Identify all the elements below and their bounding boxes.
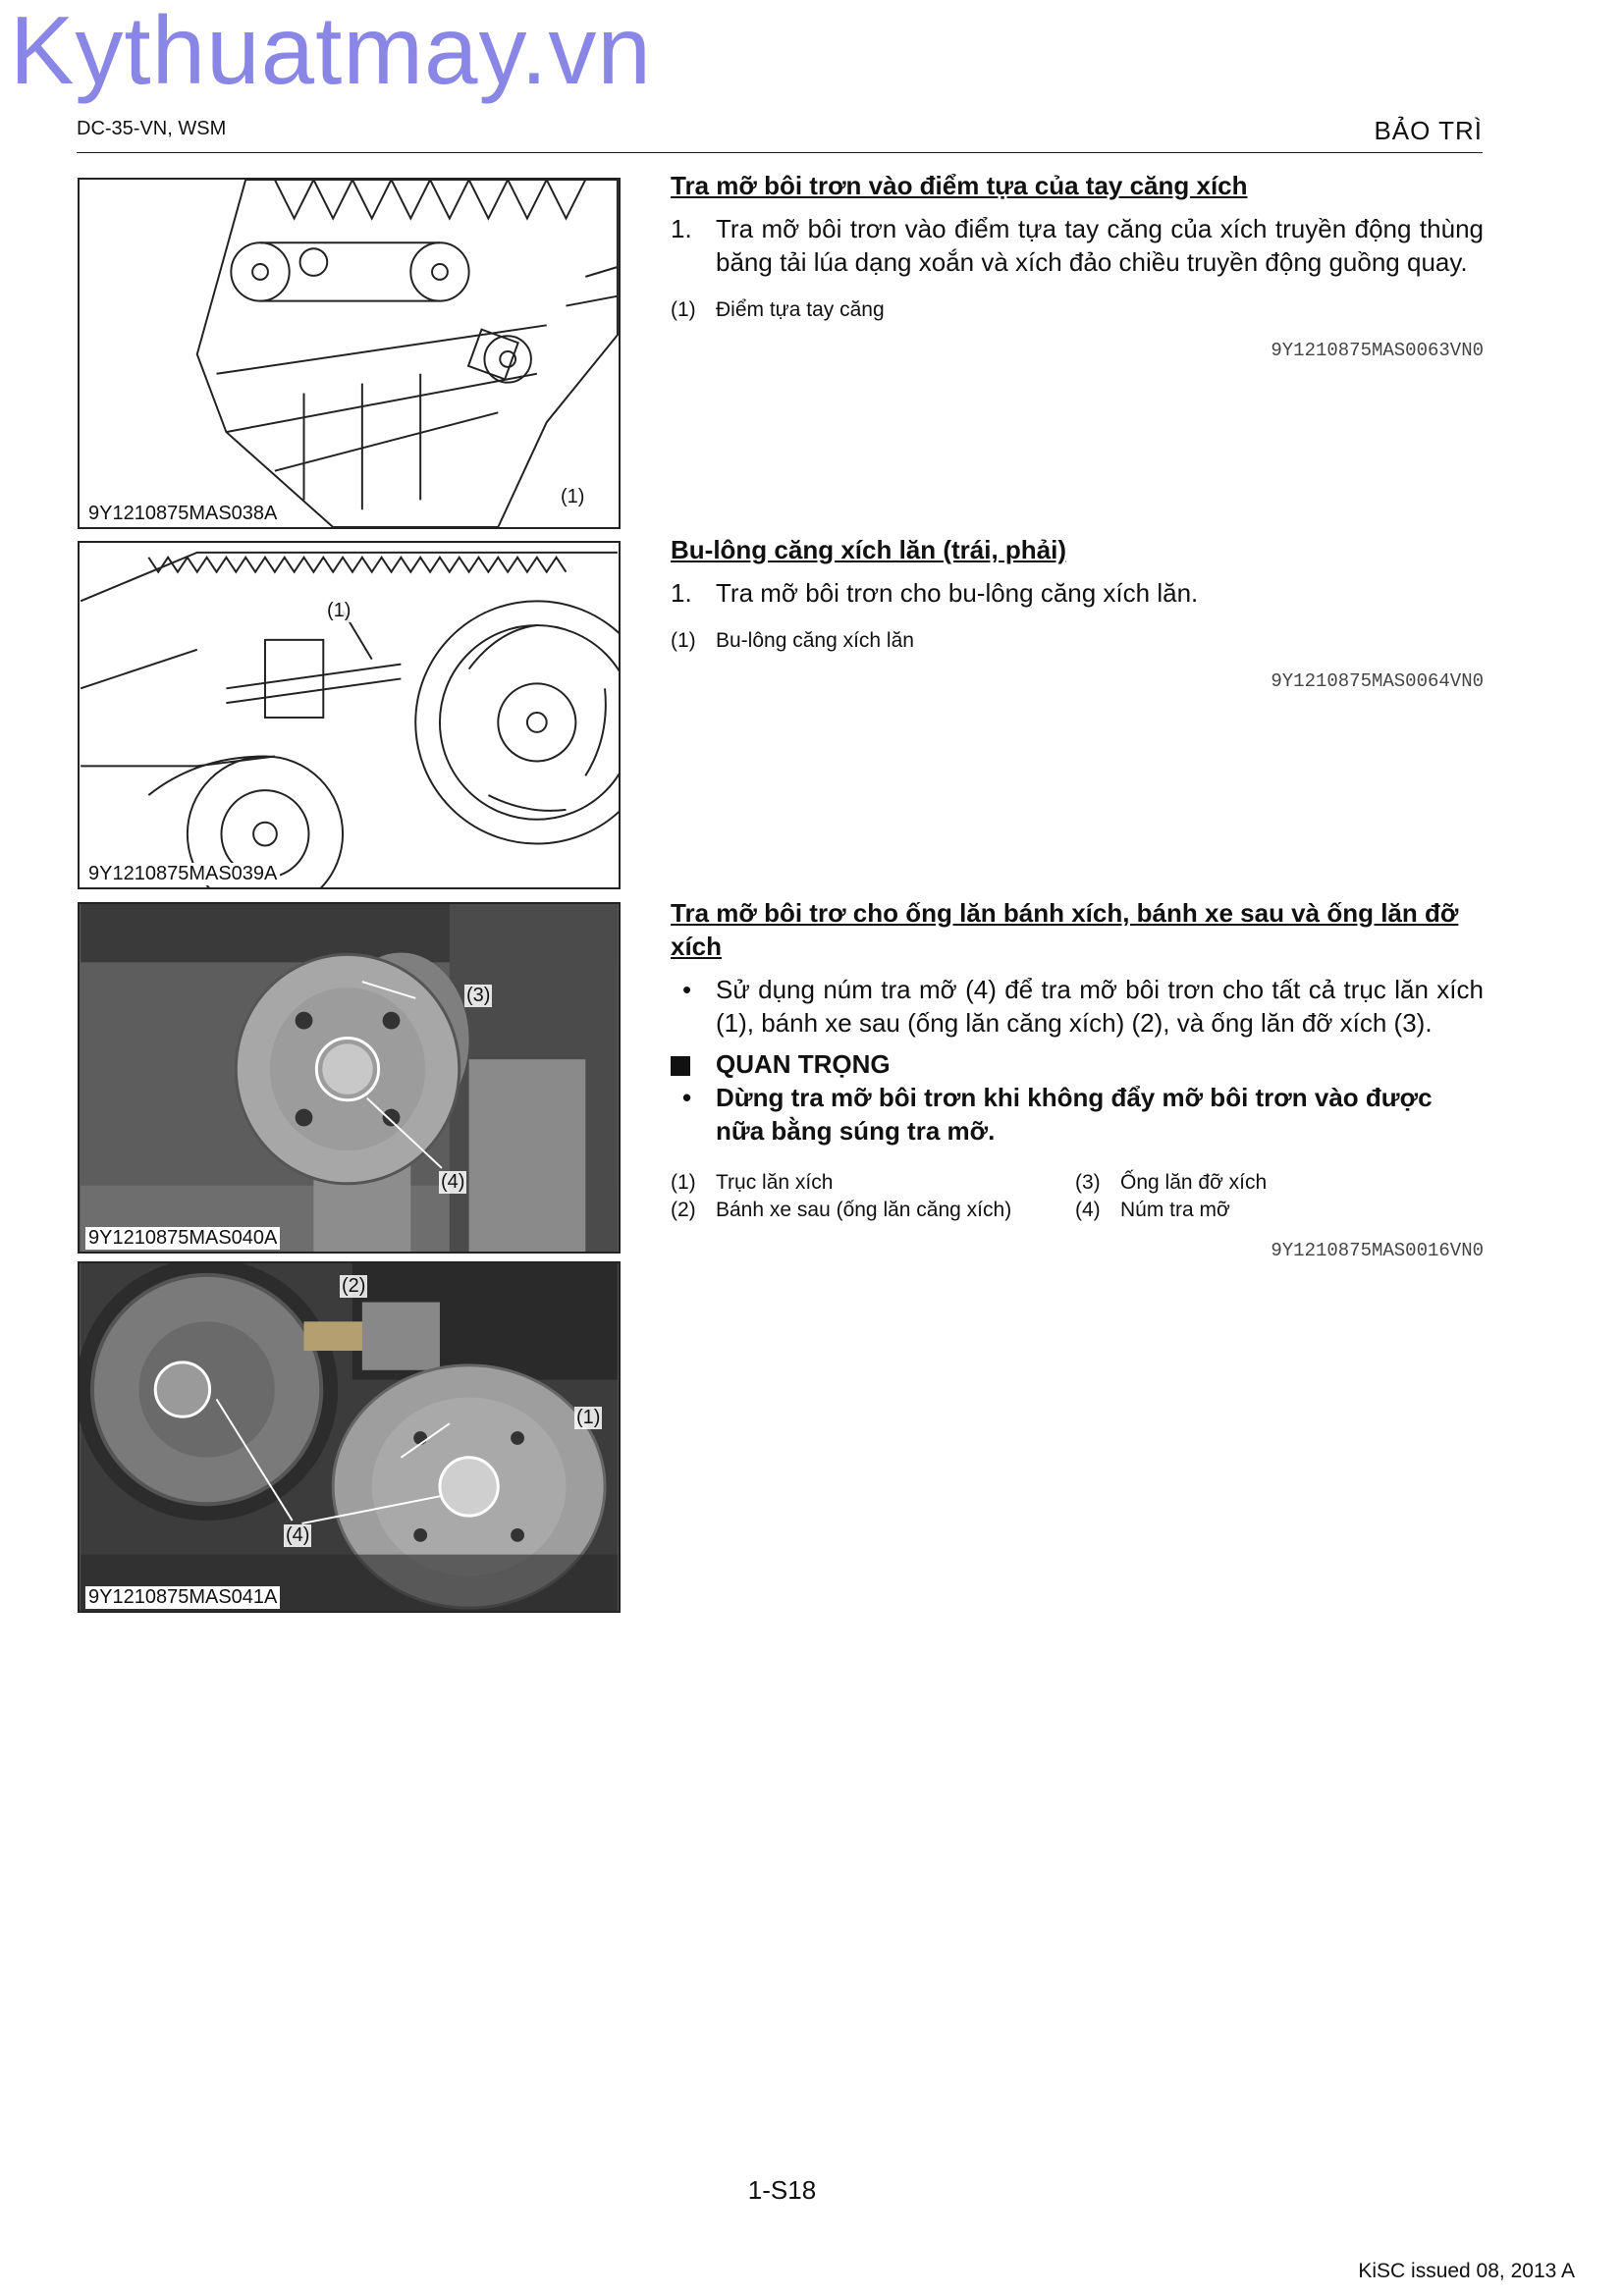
bullet-marker: • — [682, 975, 692, 1004]
issue-footer: KiSC issued 08, 2013 A — [1358, 2260, 1575, 2282]
legend-number: (1) — [671, 629, 696, 652]
drawing-tension-bolt — [80, 543, 619, 887]
important-heading — [671, 1047, 1484, 1081]
drawing-tensioner — [80, 180, 619, 527]
legend-item — [671, 627, 1484, 655]
figure-id: 9Y1210875MAS038A — [85, 503, 280, 525]
watermark-logo: Kythuatmay.vn — [10, 0, 652, 104]
figure-rear-wheel-photo — [78, 1261, 621, 1613]
callout-4: (4) — [286, 1524, 310, 1546]
section-heading: Bu-lông căng xích lăn (trái, phải) — [671, 535, 1067, 564]
important-label: QUAN TRỌNG — [716, 1049, 891, 1079]
bullet-text: Sử dụng núm tra mỡ (4) để tra mỡ bôi trơn cho tất cả trục lăn xích (1), bánh xe sau (ống lăn căng xích) (2), và ống lăn đỡ xích (3). — [716, 975, 1484, 1038]
header-divider — [77, 152, 1483, 153]
legend-number: (3) — [1075, 1171, 1101, 1194]
legend-text: Bánh xe sau (ống lăn căng xích) — [716, 1199, 1012, 1221]
section-tension-bolt — [671, 533, 1484, 692]
legend-number: (4) — [1075, 1199, 1101, 1221]
bullet-marker: • — [682, 1083, 692, 1112]
legend-number: (1) — [671, 298, 696, 321]
reference-code: 9Y1210875MAS0016VN0 — [1271, 1240, 1484, 1261]
legend-table — [671, 1169, 1484, 1224]
step-number: 1. — [671, 214, 692, 243]
step-number: 1. — [671, 578, 692, 608]
legend-number: (2) — [671, 1199, 696, 1221]
section-rollers — [671, 896, 1484, 1261]
legend-text: Bu-lông căng xích lăn — [716, 629, 914, 652]
reference-code: 9Y1210875MAS0064VN0 — [1271, 670, 1484, 692]
bullet-item — [671, 973, 1484, 1040]
step-text: Tra mỡ bôi trơn cho bu-lông căng xích lăn. — [716, 578, 1199, 608]
figure-id: 9Y1210875MAS041A — [85, 1586, 280, 1609]
photo-rear-wheel — [80, 1263, 619, 1611]
callout-1: (1) — [327, 600, 352, 621]
legend-number: (1) — [671, 1171, 696, 1194]
legend-item — [671, 296, 1484, 324]
callout-2: (2) — [342, 1275, 366, 1297]
important-text: Dừng tra mỡ bôi trơn khi không đẩy mỡ bôi trơn vào được nữa bằng súng tra mỡ. — [716, 1083, 1433, 1146]
doc-code: DC-35-VN, WSM — [77, 118, 227, 139]
legend-text: Trục lăn xích — [716, 1171, 834, 1194]
section-heading: Tra mỡ bôi trơ cho ống lăn bánh xích, bánh xe sau và ống lăn đỡ xích — [671, 898, 1459, 961]
legend-text: Ống lăn đỡ xích — [1120, 1171, 1268, 1194]
step-item — [671, 576, 1484, 610]
figure-tensioner-pivot — [78, 178, 621, 529]
square-bullet-icon — [671, 1047, 716, 1081]
step-item — [671, 212, 1484, 279]
section-tensioner-pivot — [671, 169, 1484, 361]
figure-upper-roller-photo — [78, 902, 621, 1254]
photo-upper-roller — [80, 904, 619, 1252]
callout-1: (1) — [561, 486, 585, 507]
section-title: BẢO TRÌ — [1374, 116, 1483, 145]
figure-id: 9Y1210875MAS039A — [85, 863, 280, 885]
page-number: 1-S18 — [747, 2175, 817, 2205]
callout-4: (4) — [441, 1171, 465, 1193]
legend-text: Điểm tựa tay căng — [716, 298, 885, 321]
legend-text: Núm tra mỡ — [1120, 1199, 1230, 1221]
callout-3: (3) — [466, 985, 491, 1006]
figure-track-tension-bolt — [78, 541, 621, 889]
callout-1: (1) — [576, 1407, 601, 1428]
figure-id: 9Y1210875MAS040A — [85, 1227, 280, 1250]
step-text: Tra mỡ bôi trơn vào điểm tựa tay căng của xích truyền động thùng băng tải lúa dạng xoắn và xích đảo chiều truyền động guồng quay. — [716, 214, 1484, 277]
section-heading: Tra mỡ bôi trơn vào điểm tựa của tay căng xích — [671, 171, 1248, 200]
reference-code: 9Y1210875MAS0063VN0 — [1271, 340, 1484, 361]
important-note — [671, 1081, 1484, 1148]
